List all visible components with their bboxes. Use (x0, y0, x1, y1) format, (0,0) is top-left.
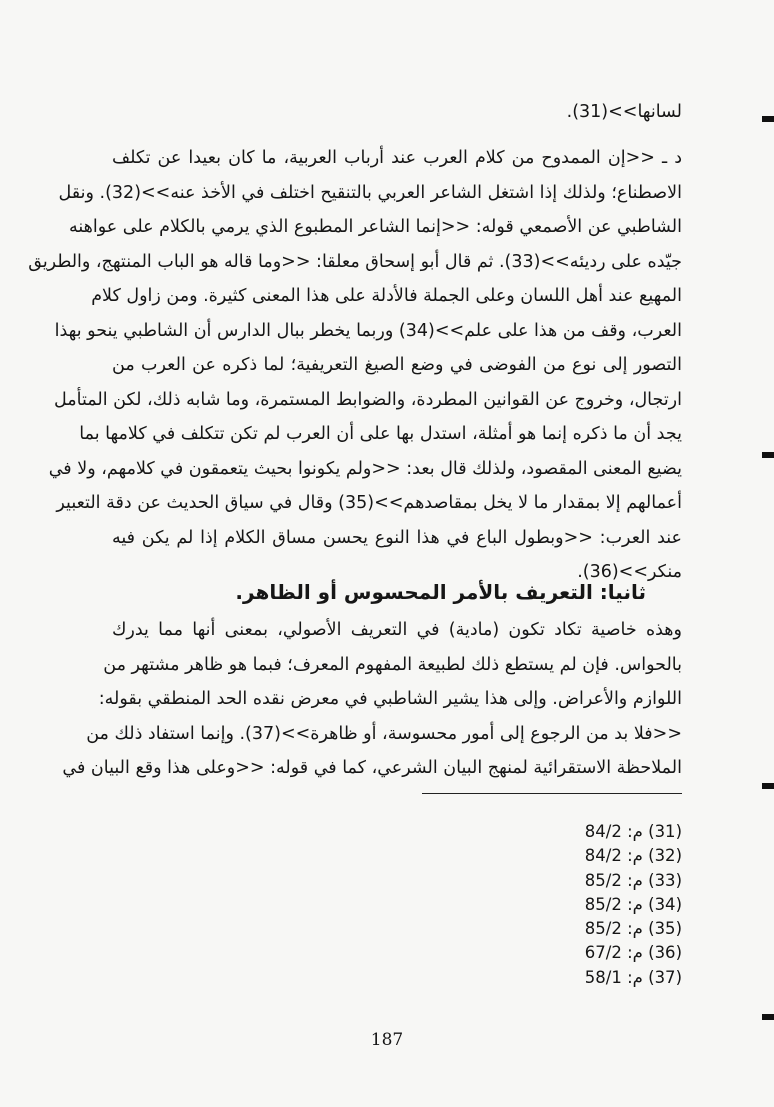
footnote: (35) م: 85/2 (584, 919, 682, 939)
text-line: اللوازم والأعراض. وإلى هذا يشير الشاطبي في معرض نقده الحد المنطقي بقوله: (98, 689, 682, 709)
footnote: (32) م: 84/2 (584, 846, 682, 866)
paragraph-2 (62, 613, 682, 786)
text-line: الشاطبي عن الأصمعي قوله: <<إنما الشاعر المطبوع الذي يرمي بالكلام على عواهنه (68, 217, 682, 237)
footnote-separator (422, 793, 682, 794)
text-line: بالحواس. فإن لم يستطع ذلك لطبيعة المفهوم المعرف؛ فبما هو ظاهر مشتهر من (103, 654, 682, 675)
footnote: (33) م: 85/2 (584, 870, 682, 890)
section-heading: ثانيا: التعريف بالأمر المحسوس أو الظاهر. (235, 580, 646, 604)
text-line: يجد أن ما ذكره إنما هو أمثلة، استدل بها على أن العرب لم تكن تتكلف في كلامها بما (79, 424, 682, 444)
scan-edge-mark (762, 783, 774, 789)
text-line: الاصطناع؛ ولذلك إذا اشتغل الشاعر العربي بالتنقيح اختلف في الأخذ عنه>>(32). ونقل (58, 182, 682, 203)
text-line: التصور إلى نوع من الفوضى في وضع الصيغ التعريفية؛ لما ذكره عن العرب من (112, 355, 682, 375)
text-line: العرب، وقف من هذا على علم>>(34) وربما يخطر ببال الدارس أن الشاطبي ينحو بهذا (54, 320, 682, 341)
text-line: يضيع المعنى المقصود، ولذلك قال بعد: <<ولم يكونوا بحيث يتعمقون في كلامهم، ولا في (48, 458, 682, 479)
footnote: (34) م: 85/2 (584, 894, 682, 914)
text-line: المهيع عند أهل اللسان وعلى الجملة فالأدلة على هذا المعنى كثيرة. ومن زاول كلام (91, 286, 682, 306)
continued-line: لسانها>>(31). (566, 102, 682, 122)
text-line: <<فلا بد من الرجوع إلى أمور محسوسة، أو ظاهرة>>(37). وإنما استفاد ذلك من (86, 723, 682, 744)
footnote: (31) م: 84/2 (584, 822, 682, 841)
footnote: (36) م: 67/2 (584, 943, 682, 963)
text-line: عند العرب: <<وبطول الباع في هذا النوع يحسن مساق الكلام إذا لم يكن فيه (112, 527, 682, 548)
scan-edge-mark (762, 1014, 774, 1020)
page-number: 187 (370, 1030, 404, 1050)
paragraph-1 (28, 141, 682, 590)
scan-edge-mark (762, 452, 774, 458)
text-line: د ـ <<إن الممدوح من كلام العرب عند أرباب العربية، ما كان بعيدا عن تكلف (112, 148, 682, 168)
scan-edge-mark (762, 116, 774, 122)
text-line: جيّده على رديئه>>(33). ثم قال أبو إسحاق معلقا: <<وما قاله هو الباب المنتهج، والطريق (28, 251, 682, 272)
text-line: ارتجال، وخروج عن القوانين المطردة، والضوابط المستمرة، وما شابه ذلك، لكن المتأمل (54, 389, 682, 410)
footnotes (482, 820, 682, 990)
footnote: (37) م: 58/1 (584, 967, 682, 987)
text-line: منكر>>(36). (577, 562, 682, 582)
text-line: الملاحظة الاستقرائية لمنهج البيان الشرعي، كما في قوله: <<وعلى هذا وقع البيان في (62, 758, 682, 778)
text-line: أعمالهم إلا بمقدار ما لا يخل بمقاصدهم>>(35) وقال في سياق الحديث عن دقة التعبير (56, 493, 682, 513)
text-line: وهذه خاصية تكاد تكون (مادية) في التعريف الأصولي، بمعنى أنها مما يدرك (112, 620, 682, 640)
